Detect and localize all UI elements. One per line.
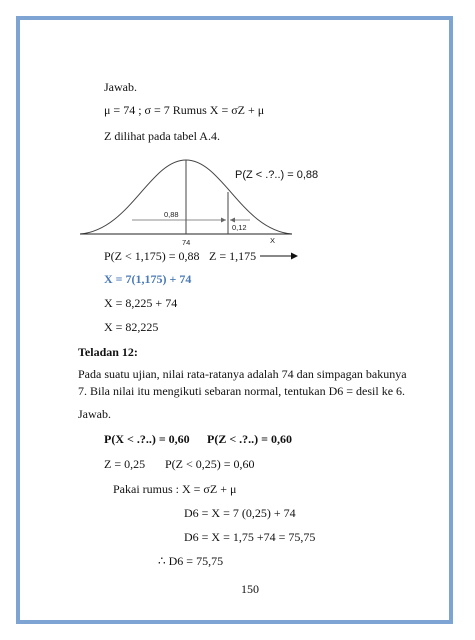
- right-area-label: 0,12: [232, 223, 247, 232]
- answer-label: Jawab.: [104, 80, 137, 94]
- example-heading: Teladan 12:: [78, 345, 138, 359]
- answer-label-2: Jawab.: [78, 407, 111, 421]
- z-value: Z = 0,25: [104, 457, 146, 471]
- bold-prob-z: P(Z < .?..) = 0,60: [207, 432, 293, 446]
- z-table-note: Z dilihat pada tabel A.4.: [104, 129, 220, 143]
- page-number: 150: [241, 582, 259, 596]
- bold-prob-x: P(X < .?..) = 0,60: [104, 432, 190, 446]
- mean-label: 74: [182, 238, 191, 247]
- given-values: μ = 74 ; σ = 7 Rumus X = σZ + μ: [104, 103, 265, 117]
- formula-line: Pakai rumus : X = σZ + μ: [113, 482, 237, 496]
- normal-curve-figure: [0, 150, 475, 260]
- curve-prob-label: P(Z < .?..) = 0,88: [235, 169, 319, 181]
- x-axis-label: X: [270, 236, 276, 245]
- example-text: Pada suatu ujian, nilai rata-ratanya adalah 74 dan simpagan bakunya 7. Bila nilai itu mengikuti sebaran normal, tentukan D6 = desil ke 6.: [78, 367, 407, 398]
- d6-step-2: D6 = X = 1,75 +74 = 75,75: [184, 530, 316, 544]
- x-step-2: X = 8,225 + 74: [104, 296, 178, 310]
- x-result: X = 82,225: [104, 320, 159, 334]
- z-prob: P(Z < 0,25) = 0,60: [165, 457, 255, 471]
- x-formula-highlight: X = 7(1,175) + 74: [104, 272, 192, 286]
- d6-result: ∴ D6 = 75,75: [158, 554, 224, 568]
- arrow-icon: [260, 251, 300, 261]
- probability-line: P(Z < 1,175) = 0,88: [104, 249, 200, 263]
- d6-step-1: D6 = X = 7 (0,25) + 74: [184, 506, 296, 520]
- z-result: Z = 1,175: [209, 249, 257, 263]
- left-area-label: 0,88: [164, 210, 179, 219]
